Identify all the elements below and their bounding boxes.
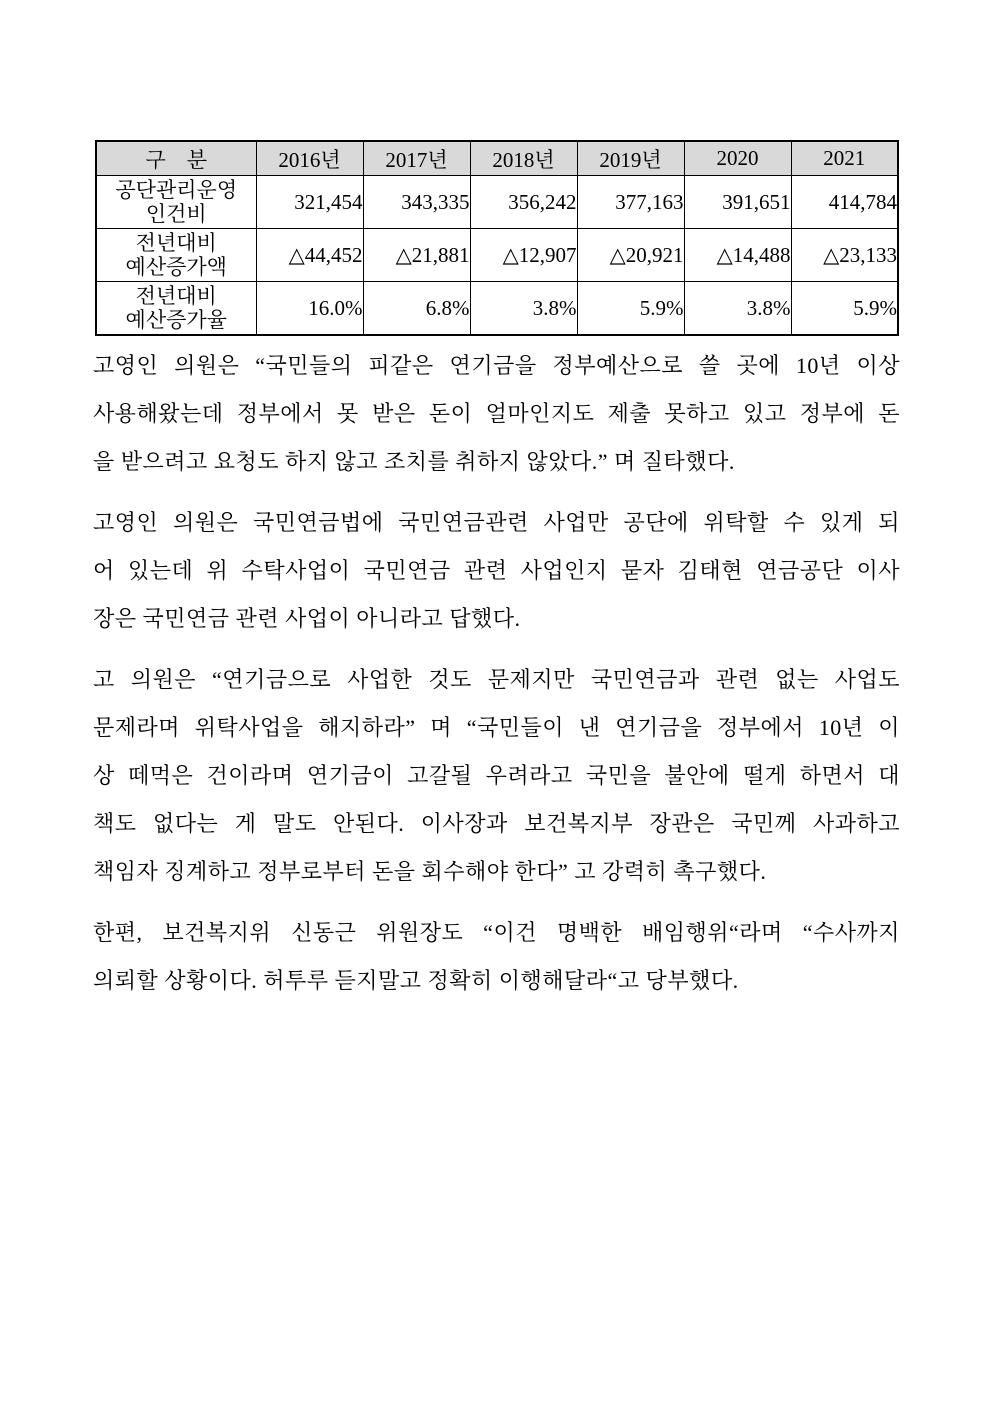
budget-table (95, 140, 899, 336)
text-line: 장은 국민연금 관련 사업이 아니라고 답했다. (93, 606, 521, 631)
value-cell: 321,454 (256, 176, 363, 229)
text-line: 의뢰할 상황이다. 허투루 듣지말고 정확히 이행해달라“고 당부했다. (93, 968, 739, 993)
value-cell: 343,335 (363, 176, 470, 229)
paragraph (93, 909, 900, 1005)
table-body (96, 176, 898, 336)
text-line: 고영인 의원은 “국민들의 피같은 연기금을 정부예산으로 쓸 곳에 10년 이상 (93, 353, 900, 378)
value-cell: △20,921 (577, 229, 684, 282)
value-cell: 414,784 (791, 176, 898, 229)
row-label-line: 예산증가율 (125, 308, 227, 332)
paragraph (93, 499, 900, 643)
row-label-line: 전년대비 (135, 284, 217, 308)
table-header-cell: 2018년 (470, 141, 577, 176)
text-line: 책임자 징계하고 정부로부터 돈을 회수해야 한다” 고 강력히 촉구했다. (93, 859, 767, 884)
row-label-line: 전년대비 (135, 231, 217, 255)
table-header-cell: 2020 (684, 141, 791, 176)
table-header-cell: 2021 (791, 141, 898, 176)
value-cell: 3.8% (470, 282, 577, 336)
value-cell: △12,907 (470, 229, 577, 282)
text-line: 어 있는데 위 수탁사업이 국민연금 관련 사업인지 묻자 김태현 연금공단 이사 (93, 558, 900, 583)
value-cell: 5.9% (791, 282, 898, 336)
document-content (93, 140, 900, 1005)
value-cell: 16.0% (256, 282, 363, 336)
value-cell: 391,651 (684, 176, 791, 229)
text-line: 책도 없다는 게 말도 안된다. 이사장과 보건복지부 장관은 국민께 사과하고 (93, 811, 900, 836)
value-cell: 5.9% (577, 282, 684, 336)
value-cell: 3.8% (684, 282, 791, 336)
article-body (93, 342, 900, 1005)
row-label-cell (96, 282, 256, 336)
value-cell: △21,881 (363, 229, 470, 282)
value-cell: △44,452 (256, 229, 363, 282)
paragraph (93, 656, 900, 896)
row-label-line: 인건비 (145, 202, 207, 226)
value-cell: 377,163 (577, 176, 684, 229)
value-cell: △14,488 (684, 229, 791, 282)
row-label-line: 예산증가액 (125, 255, 227, 279)
text-line: 사용해왔는데 정부에서 못 받은 돈이 얼마인지도 제출 못하고 있고 정부에 돈 (93, 401, 900, 426)
table-row (96, 176, 898, 229)
text-line: 고영인 의원은 국민연금법에 국민연금관련 사업만 공단에 위탁할 수 있게 되 (93, 510, 900, 535)
text-line: 문제라며 위탁사업을 해지하라” 며 “국민들이 낸 연기금을 정부에서 10년 이 (93, 715, 900, 740)
text-line: 고 의원은 “연기금으로 사업한 것도 문제지만 국민연금과 관련 없는 사업도 (93, 667, 900, 692)
paragraph (93, 342, 900, 486)
table-header-cell: 2016년 (256, 141, 363, 176)
table-header-row-cells (96, 141, 898, 176)
row-label-line: 공단관리운영 (115, 178, 238, 202)
table-row (96, 229, 898, 282)
text-line: 상 떼먹은 건이라며 연기금이 고갈될 우려라고 국민을 불안에 떨게 하면서 대 (93, 763, 900, 788)
table-row (96, 282, 898, 336)
value-cell: △23,133 (791, 229, 898, 282)
value-cell: 356,242 (470, 176, 577, 229)
table-header-cell: 구 분 (96, 141, 256, 176)
row-label-cell (96, 176, 256, 229)
text-line: 한편, 보건복지위 신동근 위원장도 “이건 명백한 배임행위“라며 “수사까지 (93, 920, 900, 945)
text-line: 을 받으려고 요청도 하지 않고 조치를 취하지 않았다.” 며 질타했다. (93, 449, 735, 474)
table-header-row (96, 141, 898, 176)
value-cell: 6.8% (363, 282, 470, 336)
table-header-cell: 2019년 (577, 141, 684, 176)
table-header-cell: 2017년 (363, 141, 470, 176)
row-label-cell (96, 229, 256, 282)
